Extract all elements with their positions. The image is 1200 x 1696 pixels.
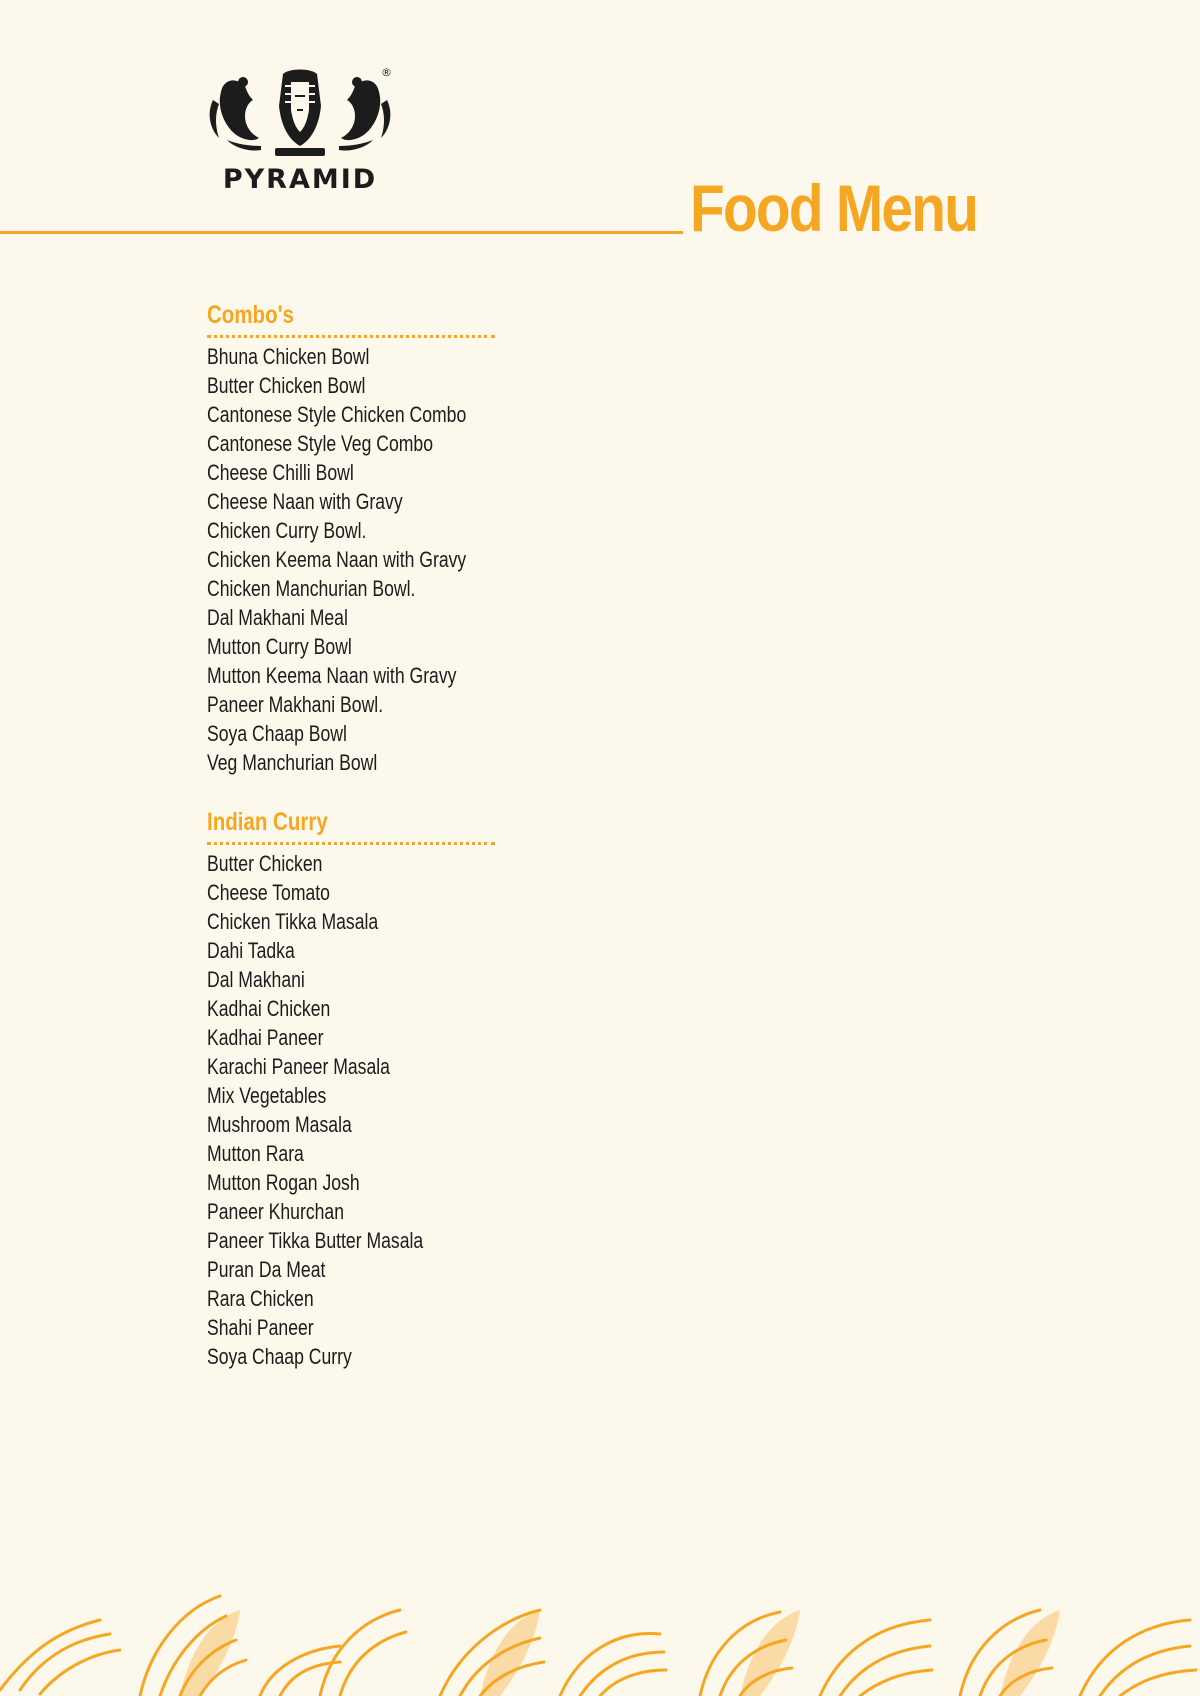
- menu-item: Dal Makhani Meal: [207, 605, 348, 630]
- section-title: Indian Curry: [207, 808, 328, 836]
- menu-item: Chicken Keema Naan with Gravy: [207, 547, 467, 572]
- section-indian-curry: [207, 807, 607, 1371]
- page-title: Food Menu: [690, 171, 978, 245]
- menu-item: Chicken Manchurian Bowl.: [207, 576, 416, 601]
- menu-item: Shahi Paneer: [207, 1315, 314, 1340]
- menu-item: Mutton Rara: [207, 1141, 304, 1166]
- brand-name: PYRAMID: [222, 164, 378, 195]
- menu-item: Mushroom Masala: [207, 1112, 352, 1137]
- menu-item: Mix Vegetables: [207, 1083, 327, 1108]
- section-combos: [207, 300, 607, 777]
- menu-item: Cheese Chilli Bowl: [207, 460, 354, 485]
- menu-item: Puran Da Meat: [207, 1257, 326, 1282]
- menu-list: [207, 300, 607, 1371]
- menu-item: Paneer Khurchan: [207, 1199, 344, 1224]
- menu-item: Paneer Makhani Bowl.: [207, 692, 384, 717]
- menu-item: Kadhai Chicken: [207, 996, 331, 1021]
- section-divider: [207, 842, 495, 845]
- menu-item: Dal Makhani: [207, 967, 305, 992]
- brand-logo: [205, 66, 395, 198]
- menu-item: Cantonese Style Chicken Combo: [207, 402, 467, 427]
- menu-item: Soya Chaap Bowl: [207, 721, 347, 746]
- menu-item: Karachi Paneer Masala: [207, 1054, 390, 1079]
- menu-item: Cheese Tomato: [207, 880, 330, 905]
- menu-item: Chicken Tikka Masala: [207, 909, 379, 934]
- section-title: Combo's: [207, 301, 294, 329]
- menu-item: Cantonese Style Veg Combo: [207, 431, 434, 456]
- menu-item: Kadhai Paneer: [207, 1025, 324, 1050]
- menu-item: Mutton Keema Naan with Gravy: [207, 663, 457, 688]
- menu-item: Cheese Naan with Gravy: [207, 489, 403, 514]
- menu-item: Mutton Rogan Josh: [207, 1170, 360, 1195]
- menu-item: Paneer Tikka Butter Masala: [207, 1228, 424, 1253]
- leaf-border-icon: [0, 1590, 1200, 1696]
- menu-item: Chicken Curry Bowl.: [207, 518, 367, 543]
- menu-item: Mutton Curry Bowl: [207, 634, 352, 659]
- peacock-pharaoh-logo-icon: [205, 66, 395, 161]
- menu-item: Soya Chaap Curry: [207, 1344, 352, 1369]
- menu-item: Veg Manchurian Bowl: [207, 750, 378, 775]
- menu-item: Butter Chicken Bowl: [207, 373, 366, 398]
- header-divider: [0, 231, 683, 234]
- menu-item: Bhuna Chicken Bowl: [207, 344, 370, 369]
- section-divider: [207, 335, 495, 338]
- menu-item: Butter Chicken: [207, 851, 323, 876]
- registered-mark: ®: [381, 66, 392, 79]
- menu-item: Dahi Tadka: [207, 938, 295, 963]
- menu-item: Rara Chicken: [207, 1286, 314, 1311]
